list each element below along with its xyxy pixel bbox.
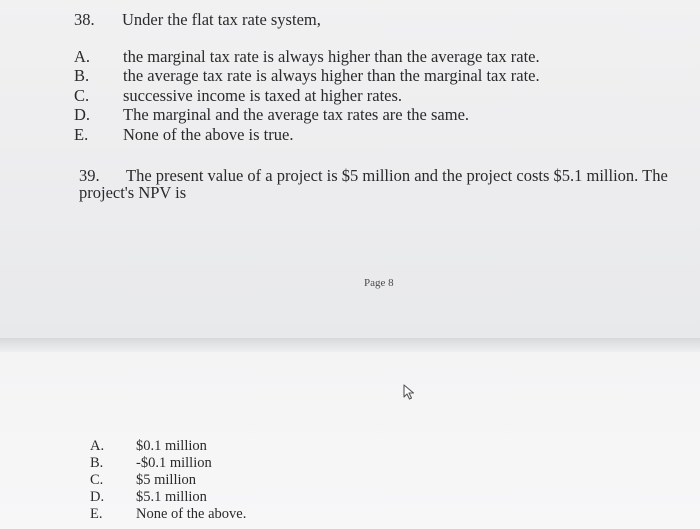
option-letter: B. [90,455,104,471]
question-stem-line-1: The present value of a project is $5 million and the project costs $5.1 million. The [126,166,668,185]
option-text: None of the above is true. [123,125,294,144]
option-text: $5.1 million [136,489,207,505]
option-letter: A. [74,47,91,66]
mouse-pointer-icon [402,384,416,400]
question-number: 39. [79,166,100,185]
option-letter: C. [90,472,104,488]
question-stem-line-2: project's NPV is [79,183,187,202]
option-text: the average tax rate is always higher than the marginal tax rate. [123,66,540,85]
option-text: The marginal and the average tax rates are the same. [123,105,470,124]
page-break [0,338,700,352]
option-letter: E. [90,506,103,522]
page-bottom-section [0,352,700,529]
option-text: successive income is taxed at higher rates. [123,86,403,105]
option-letter: B. [74,66,90,85]
option-text: $5 million [136,472,197,488]
option-letter: E. [74,125,89,144]
option-text: the marginal tax rate is always higher than the average tax rate. [123,47,540,66]
option-letter: D. [74,105,91,124]
option-letter: A. [90,438,105,454]
option-text: -$0.1 million [136,455,212,471]
option-text: None of the above. [136,506,247,522]
option-text: $0.1 million [136,438,207,454]
page-number-label: Page 8 [364,277,394,289]
question-stem: Under the flat tax rate system, [122,10,321,29]
option-letter: C. [74,86,90,105]
question-number: 38. [74,10,95,29]
option-letter: D. [90,489,105,505]
